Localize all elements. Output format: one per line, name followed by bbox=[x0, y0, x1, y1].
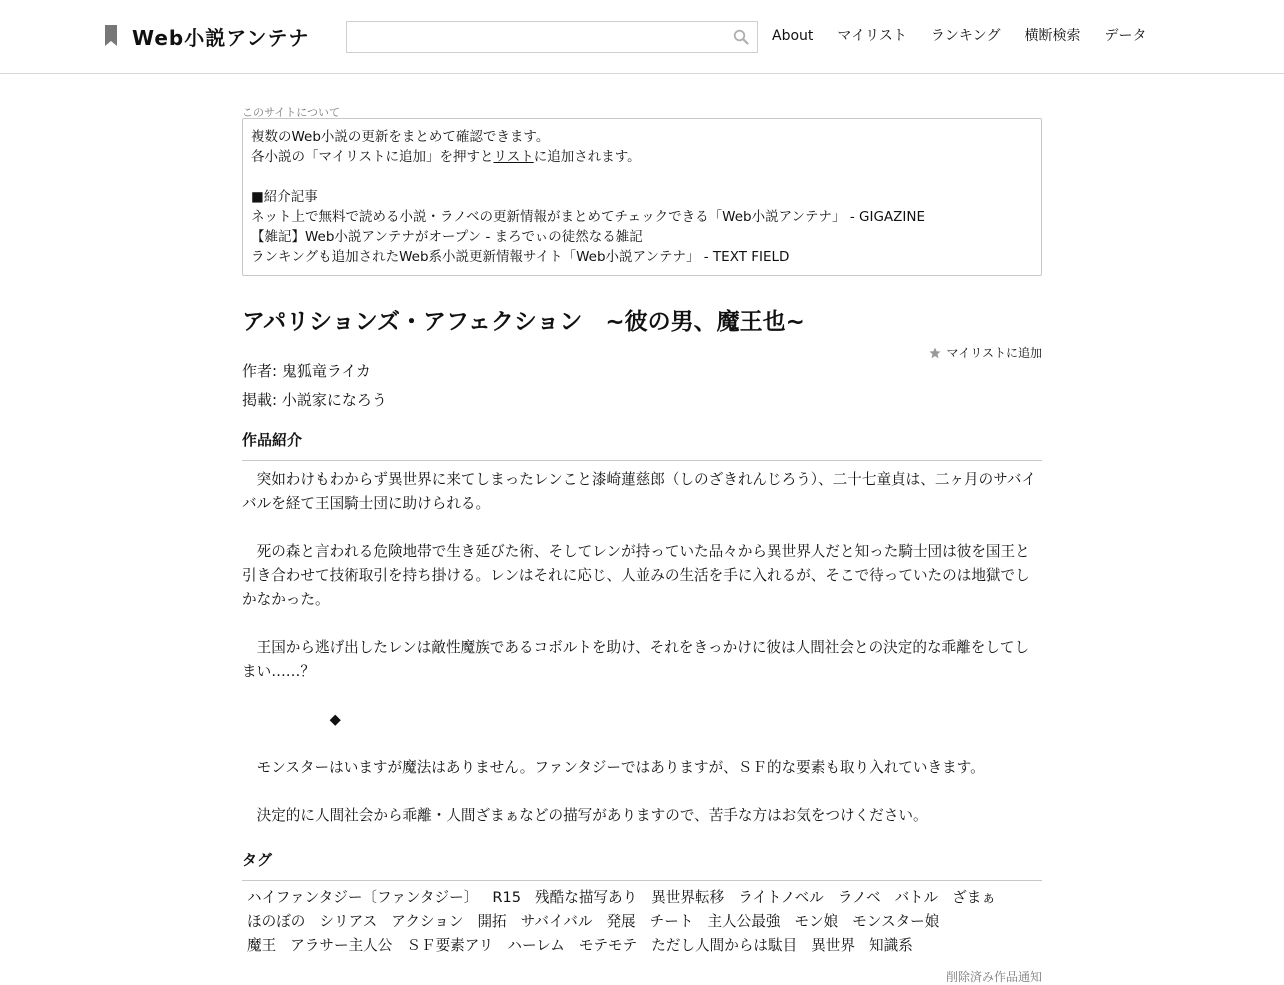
tag[interactable]: チート bbox=[649, 913, 694, 930]
tag[interactable]: ほのぼの bbox=[247, 913, 306, 930]
tag-row bbox=[247, 886, 1042, 910]
tag[interactable]: モン娘 bbox=[794, 913, 839, 930]
article-link-textfield[interactable]: ランキングも追加されたWeb系小説更新情報サイト「Web小説アンテナ」 - TEXT FIELD bbox=[251, 249, 790, 265]
about-line-2-before: 各小説の「マイリストに追加」を押すと bbox=[251, 149, 494, 165]
list-link[interactable]: リスト bbox=[493, 149, 534, 165]
nav-mylist[interactable]: マイリスト bbox=[837, 28, 907, 44]
article-link-gigazine[interactable]: ネット上で無料で読める小説・ラノベの更新情報がまとめてチェックできる「Web小説アンテナ」 - GIGAZINE bbox=[251, 209, 925, 225]
deleted-works-notice-link[interactable]: 削除済み作品通知 bbox=[945, 970, 1042, 984]
work-author: 作者: 鬼狐竜ライカ bbox=[242, 362, 371, 380]
about-line-1: 複数のWeb小説の更新をまとめて確認できます。 bbox=[251, 129, 550, 145]
synopsis-paragraph: 死の森と言われる危険地帯で生き延びた術、そしてレンが持っていた品々から異世界人だと知った騎士団は彼を国王と引き合わせて技術取引を持ち掛ける。レンはそれに応じ、人並みの生活を手に入れるが、そこで待っていたのは地獄でしかなかった。 bbox=[242, 543, 1030, 608]
about-box bbox=[242, 118, 1042, 276]
logo-text: Web小説アンテナ bbox=[132, 25, 310, 50]
tag[interactable]: 発展 bbox=[606, 913, 636, 930]
tag[interactable]: ハーレム bbox=[507, 937, 565, 954]
tag[interactable]: 異世界 bbox=[811, 937, 855, 954]
add-to-mylist-label: マイリストに追加 bbox=[946, 346, 1042, 360]
tag[interactable]: ざまぁ bbox=[952, 889, 996, 906]
about-line-2-after: に追加されます。 bbox=[533, 149, 641, 165]
tag[interactable]: モンスター娘 bbox=[852, 913, 940, 930]
tag[interactable]: ＳＦ要素アリ bbox=[406, 937, 494, 954]
tag[interactable]: バトル bbox=[894, 889, 939, 906]
work-title: アパリションズ・アフェクション ~彼の男、魔王也~ bbox=[242, 309, 805, 335]
nav-data[interactable]: データ bbox=[1104, 28, 1147, 44]
search-box bbox=[346, 21, 758, 53]
tag[interactable]: ハイファンタジー〔ファンタジー〕 bbox=[247, 889, 479, 906]
bookmark-icon bbox=[104, 25, 118, 47]
nav-ranking[interactable]: ランキング bbox=[930, 28, 1001, 44]
about-label: このサイトについて bbox=[242, 106, 341, 119]
synopsis-paragraph: モンスターはいますが魔法はありません。ファンタジーではありますが、ＳＦ的な要素も取り入れていきます。 bbox=[242, 759, 985, 776]
tag-row bbox=[247, 910, 1042, 934]
nav-about[interactable]: About bbox=[772, 28, 814, 44]
synopsis-paragraph: 王国から逃げ出したレンは敵性魔族であるコボルトを助け、それをきっかけに彼は人間社会との決定的な乖離をしてしまい……？ bbox=[242, 639, 1030, 680]
tag[interactable]: アクション bbox=[391, 913, 464, 930]
tag[interactable]: 異世界転移 bbox=[651, 889, 725, 906]
tag[interactable]: ライトノベル bbox=[738, 889, 824, 906]
tag[interactable]: ただし人間からは駄目 bbox=[651, 937, 798, 954]
search-icon[interactable] bbox=[733, 29, 749, 45]
tag[interactable]: 魔王 bbox=[247, 937, 277, 954]
about-line-2 bbox=[251, 147, 1033, 167]
tag[interactable]: モテモテ bbox=[578, 937, 638, 954]
about-spacer bbox=[251, 167, 1033, 187]
star-icon bbox=[929, 347, 941, 359]
synopsis-paragraph: 決定的に人間社会から乖離・人間ざまぁなどの描写がありますので、苦手な方はお気をつけください。 bbox=[242, 807, 928, 824]
synopsis-paragraph: 突如わけもわからず異世界に来てしまったレンこと漆崎蓮慈郎（しのざきれんじろう）、二十七童貞は、二ヶ月のサバイバルを経て王国騎士団に助けられる。 bbox=[242, 471, 1037, 512]
tag[interactable]: アラサー主人公 bbox=[290, 937, 393, 954]
tag[interactable]: 開拓 bbox=[477, 913, 507, 930]
site-logo[interactable] bbox=[104, 23, 309, 49]
intro-heading: 作品紹介 bbox=[242, 429, 1042, 461]
tag[interactable]: 残酷な描写あり bbox=[535, 889, 638, 906]
add-to-mylist-button[interactable] bbox=[929, 344, 1042, 361]
main-nav bbox=[772, 26, 1170, 46]
synopsis-paragraph: ◆ bbox=[242, 711, 341, 728]
tag[interactable]: サバイバル bbox=[520, 913, 593, 930]
tag-list bbox=[247, 886, 1042, 958]
tag[interactable]: 主人公最強 bbox=[707, 913, 781, 930]
tags-heading: タグ bbox=[242, 849, 1042, 881]
tag[interactable]: 知識系 bbox=[869, 937, 913, 954]
synopsis bbox=[242, 468, 1042, 852]
articles-heading: ■紹介記事 bbox=[251, 189, 318, 205]
tag-row bbox=[247, 934, 1042, 958]
tag[interactable]: R15 bbox=[492, 889, 522, 906]
tag[interactable]: シリアス bbox=[319, 913, 378, 930]
tag[interactable]: ラノベ bbox=[837, 889, 881, 906]
search-input[interactable] bbox=[353, 23, 727, 53]
article-link-marody[interactable]: 【雑記】Web小説アンテナがオープン - まろでぃの徒然なる雑記 bbox=[251, 229, 643, 245]
work-site: 掲載: 小説家になろう bbox=[242, 391, 387, 409]
nav-cross-search[interactable]: 横断検索 bbox=[1024, 28, 1081, 44]
site-header bbox=[0, 0, 1284, 74]
